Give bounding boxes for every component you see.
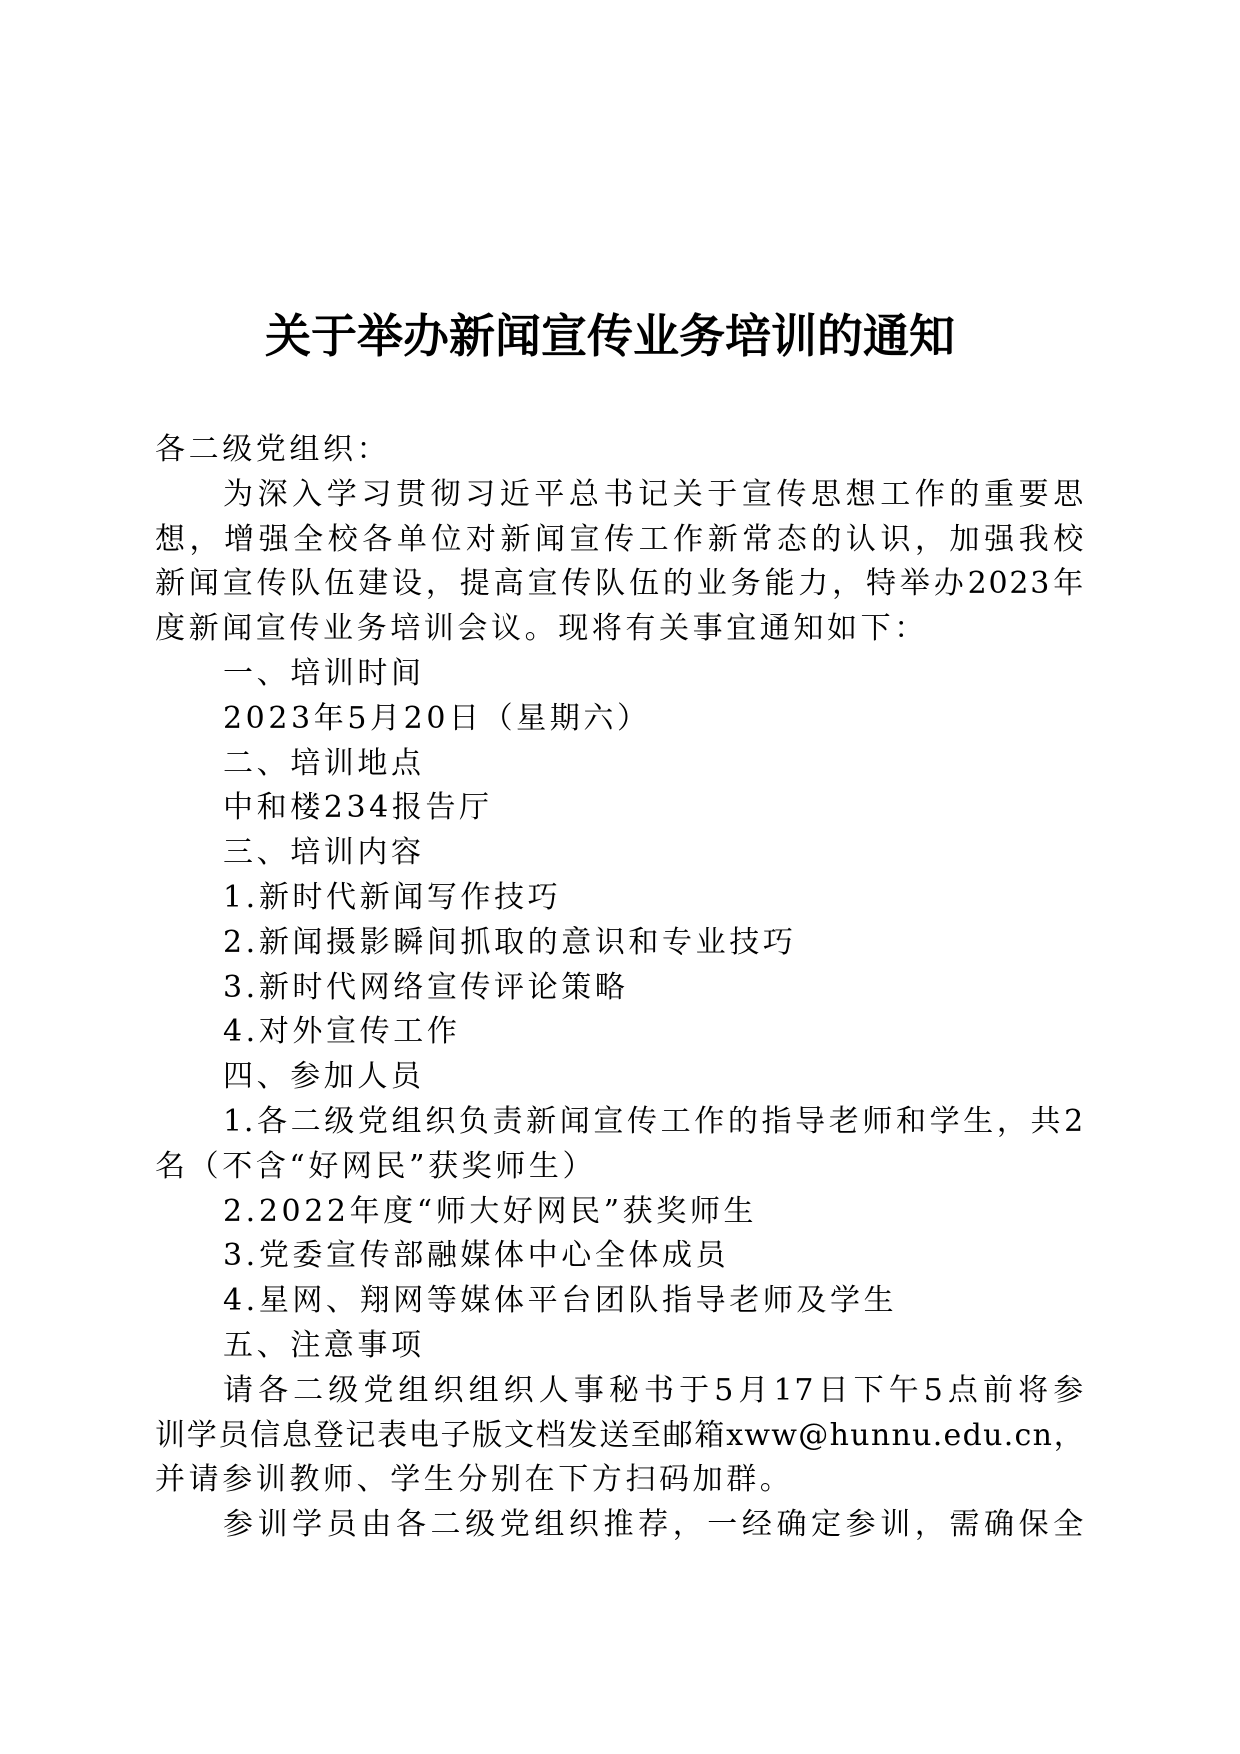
section-heading: 一、培训时间: [223, 655, 425, 691]
list-item: 3.新时代网络宣传评论策略: [223, 969, 629, 1005]
salutation: 各二级党组织：: [155, 432, 391, 467]
list-item: 2.新闻摄影瞬间抓取的意识和专业技巧: [223, 924, 797, 960]
training-location: 中和楼234报告厅: [223, 790, 493, 826]
paragraph-line: 请各二级党组织组织人事秘书于5月17日下午5点前将参: [223, 1372, 1085, 1408]
paragraph-line: 为深入学习贯彻习近平总书记关于宣传思想工作的重要思: [223, 476, 1085, 512]
list-item: 3.党委宣传部融媒体中心全体成员: [223, 1238, 730, 1274]
list-item: 4.对外宣传工作: [223, 1014, 461, 1050]
paragraph-line: 度新闻宣传业务培训会议。现将有关事宜通知如下：: [155, 611, 928, 647]
list-item: 2.2022年度“师大好网民”获奖师生: [223, 1193, 758, 1229]
list-item: 1.各二级党组织负责新闻宣传工作的指导老师和学生，共2: [223, 1103, 1085, 1139]
paragraph-line: 训学员信息登记表电子版文档发送至邮箱xww@hunnu.edu.cn，: [155, 1417, 1085, 1453]
list-item: 1.新时代新闻写作技巧: [223, 879, 562, 915]
document-body: [155, 428, 1085, 1548]
list-item-continuation: 名（不含“好网民”获奖师生）: [155, 1148, 597, 1184]
paragraph-line: 想，增强全校各单位对新闻宣传工作新常态的认识，加强我校: [155, 521, 1085, 557]
section-heading: 二、培训地点: [223, 745, 425, 781]
training-date: 2023年5月20日（星期六）: [223, 700, 651, 736]
paragraph-line: 并请参训教师、学生分别在下方扫码加群。: [155, 1462, 794, 1498]
document-title: 关于举办新闻宣传业务培训的通知: [265, 309, 955, 363]
section-heading: 四、参加人员: [223, 1059, 425, 1095]
list-item: 4.星网、翔网等媒体平台团队指导老师及学生: [223, 1283, 898, 1319]
section-heading: 三、培训内容: [223, 835, 425, 871]
paragraph-line: 参训学员由各二级党组织推荐，一经确定参训，需确保全: [223, 1507, 1085, 1543]
section-heading: 五、注意事项: [223, 1327, 425, 1363]
paragraph-line: 新闻宣传队伍建设，提高宣传队伍的业务能力，特举办2023年: [155, 566, 1085, 602]
